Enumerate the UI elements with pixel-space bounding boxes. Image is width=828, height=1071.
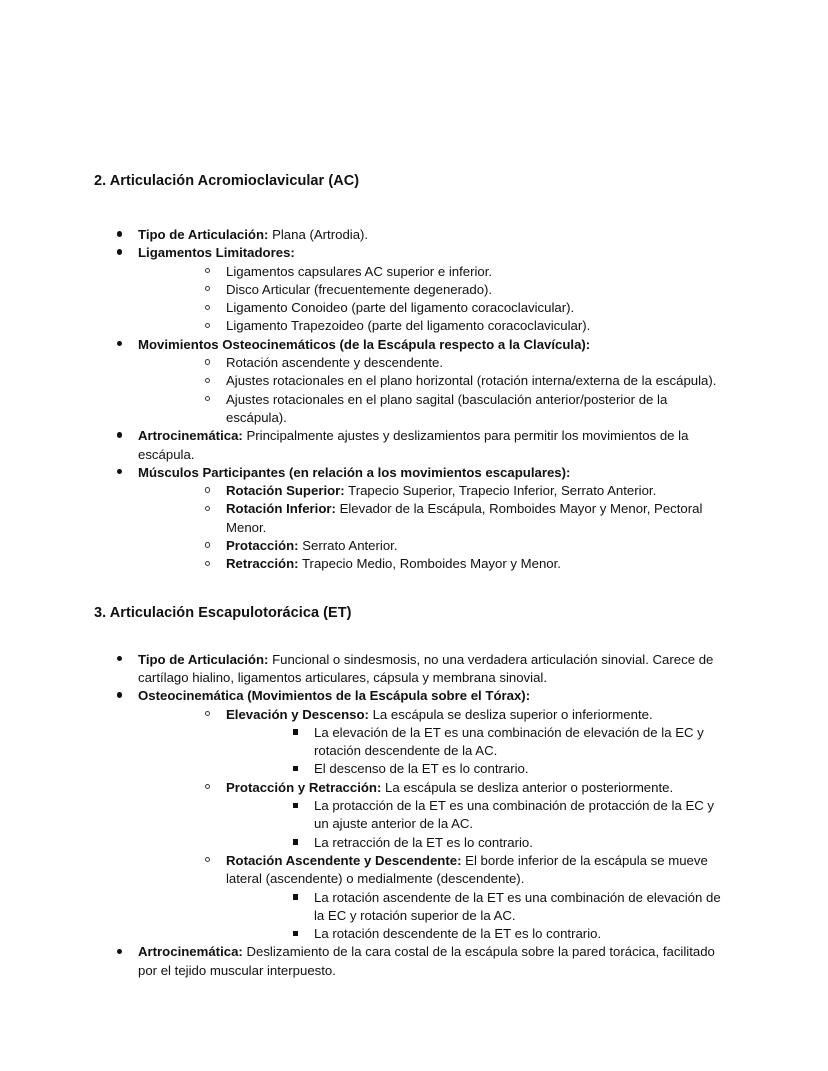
list-item-text: La escápula se desliza superior o inferiormente. bbox=[368, 706, 653, 722]
list-item-level-3 bbox=[270, 889, 730, 926]
section-spacer bbox=[94, 574, 730, 604]
list-item-content bbox=[138, 465, 570, 480]
bullet-circle-icon bbox=[202, 299, 213, 317]
list-item-text: La protacción de la ET es una combinación de protacción de la EC y un ajuste anterior de la AC. bbox=[314, 798, 715, 832]
list-item-level-3 bbox=[270, 925, 730, 943]
bullet-square-icon bbox=[290, 834, 301, 852]
bullet-circle-icon bbox=[202, 317, 213, 335]
list-item-content bbox=[226, 318, 590, 333]
bullet-disc-icon bbox=[114, 427, 125, 445]
section-heading: 3. Articulación Escapulotorácica (ET) bbox=[94, 604, 352, 621]
bullet-disc-icon bbox=[114, 687, 125, 705]
list-item-text: La retracción de la ET es lo contrario. bbox=[314, 834, 533, 850]
bullet-circle-icon bbox=[202, 852, 213, 870]
list-item-content bbox=[226, 264, 492, 279]
list-item-text: Principalmente ajustes y deslizamientos para permitir los movimientos de la escápula. bbox=[138, 428, 689, 462]
list-item-label: Ligamentos Limitadores: bbox=[138, 245, 295, 261]
list-item-level-3 bbox=[270, 724, 730, 761]
bullet-circle-icon bbox=[202, 482, 213, 500]
document-section bbox=[94, 604, 730, 980]
bullet-circle-icon bbox=[202, 779, 213, 797]
list-level-3 bbox=[270, 797, 730, 852]
bullet-square-icon bbox=[290, 925, 301, 943]
bullet-circle-icon bbox=[202, 372, 213, 390]
list-item-label: Rotación Superior: bbox=[226, 483, 345, 499]
list-level-2 bbox=[182, 354, 730, 427]
section-heading: 2. Articulación Acromioclavicular (AC) bbox=[94, 173, 360, 189]
list-item-level-2 bbox=[182, 317, 730, 335]
bullet-circle-icon bbox=[202, 281, 213, 299]
list-item-level-3 bbox=[270, 834, 730, 852]
list-item-text: Plana (Artrodia). bbox=[268, 227, 369, 242]
list-item-level-2 bbox=[182, 263, 730, 281]
list-item-level-2 bbox=[182, 537, 730, 555]
list-item-level-1 bbox=[94, 427, 730, 464]
bullet-circle-icon bbox=[202, 706, 213, 724]
list-item-level-1 bbox=[94, 464, 730, 574]
list-item-content bbox=[314, 725, 704, 758]
list-item-text: La rotación descendente de la ET es lo contrario. bbox=[314, 926, 602, 942]
list-item-level-2 bbox=[182, 500, 730, 537]
list-level-2 bbox=[182, 706, 730, 944]
list-item-content bbox=[314, 798, 714, 831]
bullet-disc-icon bbox=[114, 464, 125, 482]
list-item-content bbox=[138, 688, 530, 703]
list-level-2 bbox=[182, 482, 730, 573]
list-item-content bbox=[226, 373, 716, 388]
list-level-3 bbox=[270, 724, 730, 779]
bullet-circle-icon bbox=[202, 555, 213, 573]
list-item-label: Rotación Inferior: bbox=[226, 501, 336, 517]
list-item-text: Trapecio Superior, Trapecio Inferior, Serrato Anterior. bbox=[344, 483, 657, 499]
list-item-text: La rotación ascendente de la ET es una combinación de elevación de la EC y rotación superior de la AC. bbox=[314, 889, 721, 923]
bullet-square-icon bbox=[290, 724, 301, 742]
bullet-square-icon bbox=[290, 760, 301, 778]
list-item-level-3 bbox=[270, 760, 730, 778]
list-item-level-2 bbox=[182, 779, 730, 852]
bullet-circle-icon bbox=[202, 263, 213, 281]
list-item-text: La escápula se desliza anterior o posteriormente. bbox=[381, 779, 674, 795]
list-item-content bbox=[138, 245, 295, 260]
list-item-text: Ajustes rotacionales en el plano sagital (basculación anterior/posterior de la escápula). bbox=[226, 391, 668, 425]
list-item-content bbox=[138, 652, 713, 685]
list-item-content bbox=[138, 227, 368, 242]
list-item-content bbox=[226, 707, 653, 722]
list-item-level-1 bbox=[94, 687, 730, 943]
list-item-text: Funcional o sindesmosis, no una verdadera articulación sinovial. Carece de cartílago hialino, ligamentos articulares, cápsula y membrana sinovial. bbox=[138, 651, 714, 685]
list-item-text: Elevador de la Escápula, Romboides Mayor y Menor, Pectoral Menor. bbox=[226, 501, 703, 535]
list-item-level-1 bbox=[94, 244, 730, 335]
list-item-level-2 bbox=[182, 281, 730, 299]
list-item-label: Osteocinemática (Movimientos de la Escápula sobre el Tórax): bbox=[138, 688, 531, 704]
document-body bbox=[94, 172, 730, 980]
heading-spacer bbox=[94, 623, 730, 651]
list-item-label: Retracción: bbox=[226, 556, 299, 572]
bullet-disc-icon bbox=[114, 244, 125, 262]
list-item-level-2 bbox=[182, 852, 730, 943]
list-item-content bbox=[226, 483, 656, 498]
list-item-label: Artrocinemática: bbox=[138, 428, 243, 444]
list-item-content bbox=[138, 428, 688, 461]
bullet-disc-icon bbox=[114, 651, 125, 669]
list-level-1 bbox=[94, 651, 730, 980]
list-item-level-2 bbox=[182, 555, 730, 573]
list-item-content bbox=[226, 300, 574, 315]
list-item-content bbox=[226, 780, 673, 795]
list-item-text: Trapecio Medio, Romboides Mayor y Menor. bbox=[298, 556, 561, 572]
list-item-content bbox=[226, 538, 398, 553]
bullet-disc-icon bbox=[114, 943, 125, 961]
list-item-label: Elevación y Descenso: bbox=[226, 706, 369, 722]
list-item-level-2 bbox=[182, 372, 730, 390]
bullet-disc-icon bbox=[114, 226, 125, 244]
list-item-label: Protacción y Retracción: bbox=[226, 779, 382, 795]
list-item-text: La elevación de la ET es una combinación de elevación de la EC y rotación descendente de la AC. bbox=[314, 724, 704, 759]
bullet-square-icon bbox=[290, 889, 301, 907]
list-item-content bbox=[314, 761, 529, 776]
bullet-circle-icon bbox=[202, 391, 213, 409]
list-item-level-2 bbox=[182, 706, 730, 779]
list-item-content bbox=[314, 835, 533, 850]
list-level-2 bbox=[182, 263, 730, 336]
list-level-1 bbox=[94, 226, 730, 574]
list-item-text: Rotación ascendente y descendente. bbox=[226, 355, 444, 371]
list-item-text: Disco Articular (frecuentemente degenerado). bbox=[226, 281, 493, 297]
list-item-level-1 bbox=[94, 226, 730, 244]
list-item-label: Artrocinemática: bbox=[138, 944, 243, 960]
list-item-level-3 bbox=[270, 797, 730, 834]
list-item-level-2 bbox=[182, 299, 730, 317]
document-section bbox=[94, 172, 730, 574]
list-item-content bbox=[226, 392, 667, 425]
list-item-content bbox=[314, 926, 601, 941]
list-item-label: Rotación Ascendente y Descendente: bbox=[226, 852, 462, 868]
list-item-text: Ligamento Trapezoideo (parte del ligamento coracoclavicular). bbox=[226, 318, 591, 334]
list-item-content bbox=[138, 944, 715, 977]
list-item-content bbox=[226, 282, 492, 297]
list-item-text: Deslizamiento de la cara costal de la escápula sobre la pared torácica, facilitado por el tejido muscular interpuesto. bbox=[138, 944, 715, 978]
list-item-label: Músculos Participantes (en relación a los movimientos escapulares): bbox=[138, 464, 571, 480]
bullet-disc-icon bbox=[114, 336, 125, 354]
list-item-text: Ajustes rotacionales en el plano horizontal (rotación interna/externa de la escápula). bbox=[226, 373, 717, 389]
list-item-text: Ligamentos capsulares AC superior e inferior. bbox=[226, 263, 493, 279]
list-item-text: Serrato Anterior. bbox=[298, 538, 398, 554]
list-item-content bbox=[138, 337, 590, 352]
list-item-label: Protacción: bbox=[226, 538, 299, 554]
bullet-circle-icon bbox=[202, 537, 213, 555]
list-item-level-2 bbox=[182, 391, 730, 428]
list-item-text: El descenso de la ET es lo contrario. bbox=[314, 761, 529, 777]
list-item-content bbox=[314, 890, 721, 923]
list-item-level-2 bbox=[182, 482, 730, 500]
bullet-square-icon bbox=[290, 797, 301, 815]
list-item-level-1 bbox=[94, 651, 730, 688]
list-item-content bbox=[226, 853, 708, 886]
list-item-level-1 bbox=[94, 943, 730, 980]
list-item-label: Tipo de Articulación: bbox=[138, 227, 269, 242]
bullet-circle-icon bbox=[202, 354, 213, 372]
list-item-label: Tipo de Articulación: bbox=[138, 651, 269, 667]
list-level-3 bbox=[270, 889, 730, 944]
list-item-label: Movimientos Osteocinemáticos (de la Escápula respecto a la Clavícula): bbox=[138, 336, 591, 352]
list-item-content bbox=[226, 556, 561, 571]
list-item-level-2 bbox=[182, 354, 730, 372]
list-item-level-1 bbox=[94, 336, 730, 427]
list-item-content bbox=[226, 501, 702, 534]
list-item-text: El borde inferior de la escápula se mueve lateral (ascendente) o medialmente (descendente). bbox=[226, 852, 708, 887]
list-item-text: Ligamento Conoideo (parte del ligamento coracoclavicular). bbox=[226, 300, 575, 316]
list-item-content bbox=[226, 355, 443, 370]
bullet-circle-icon bbox=[202, 500, 213, 518]
heading-spacer bbox=[94, 191, 730, 226]
